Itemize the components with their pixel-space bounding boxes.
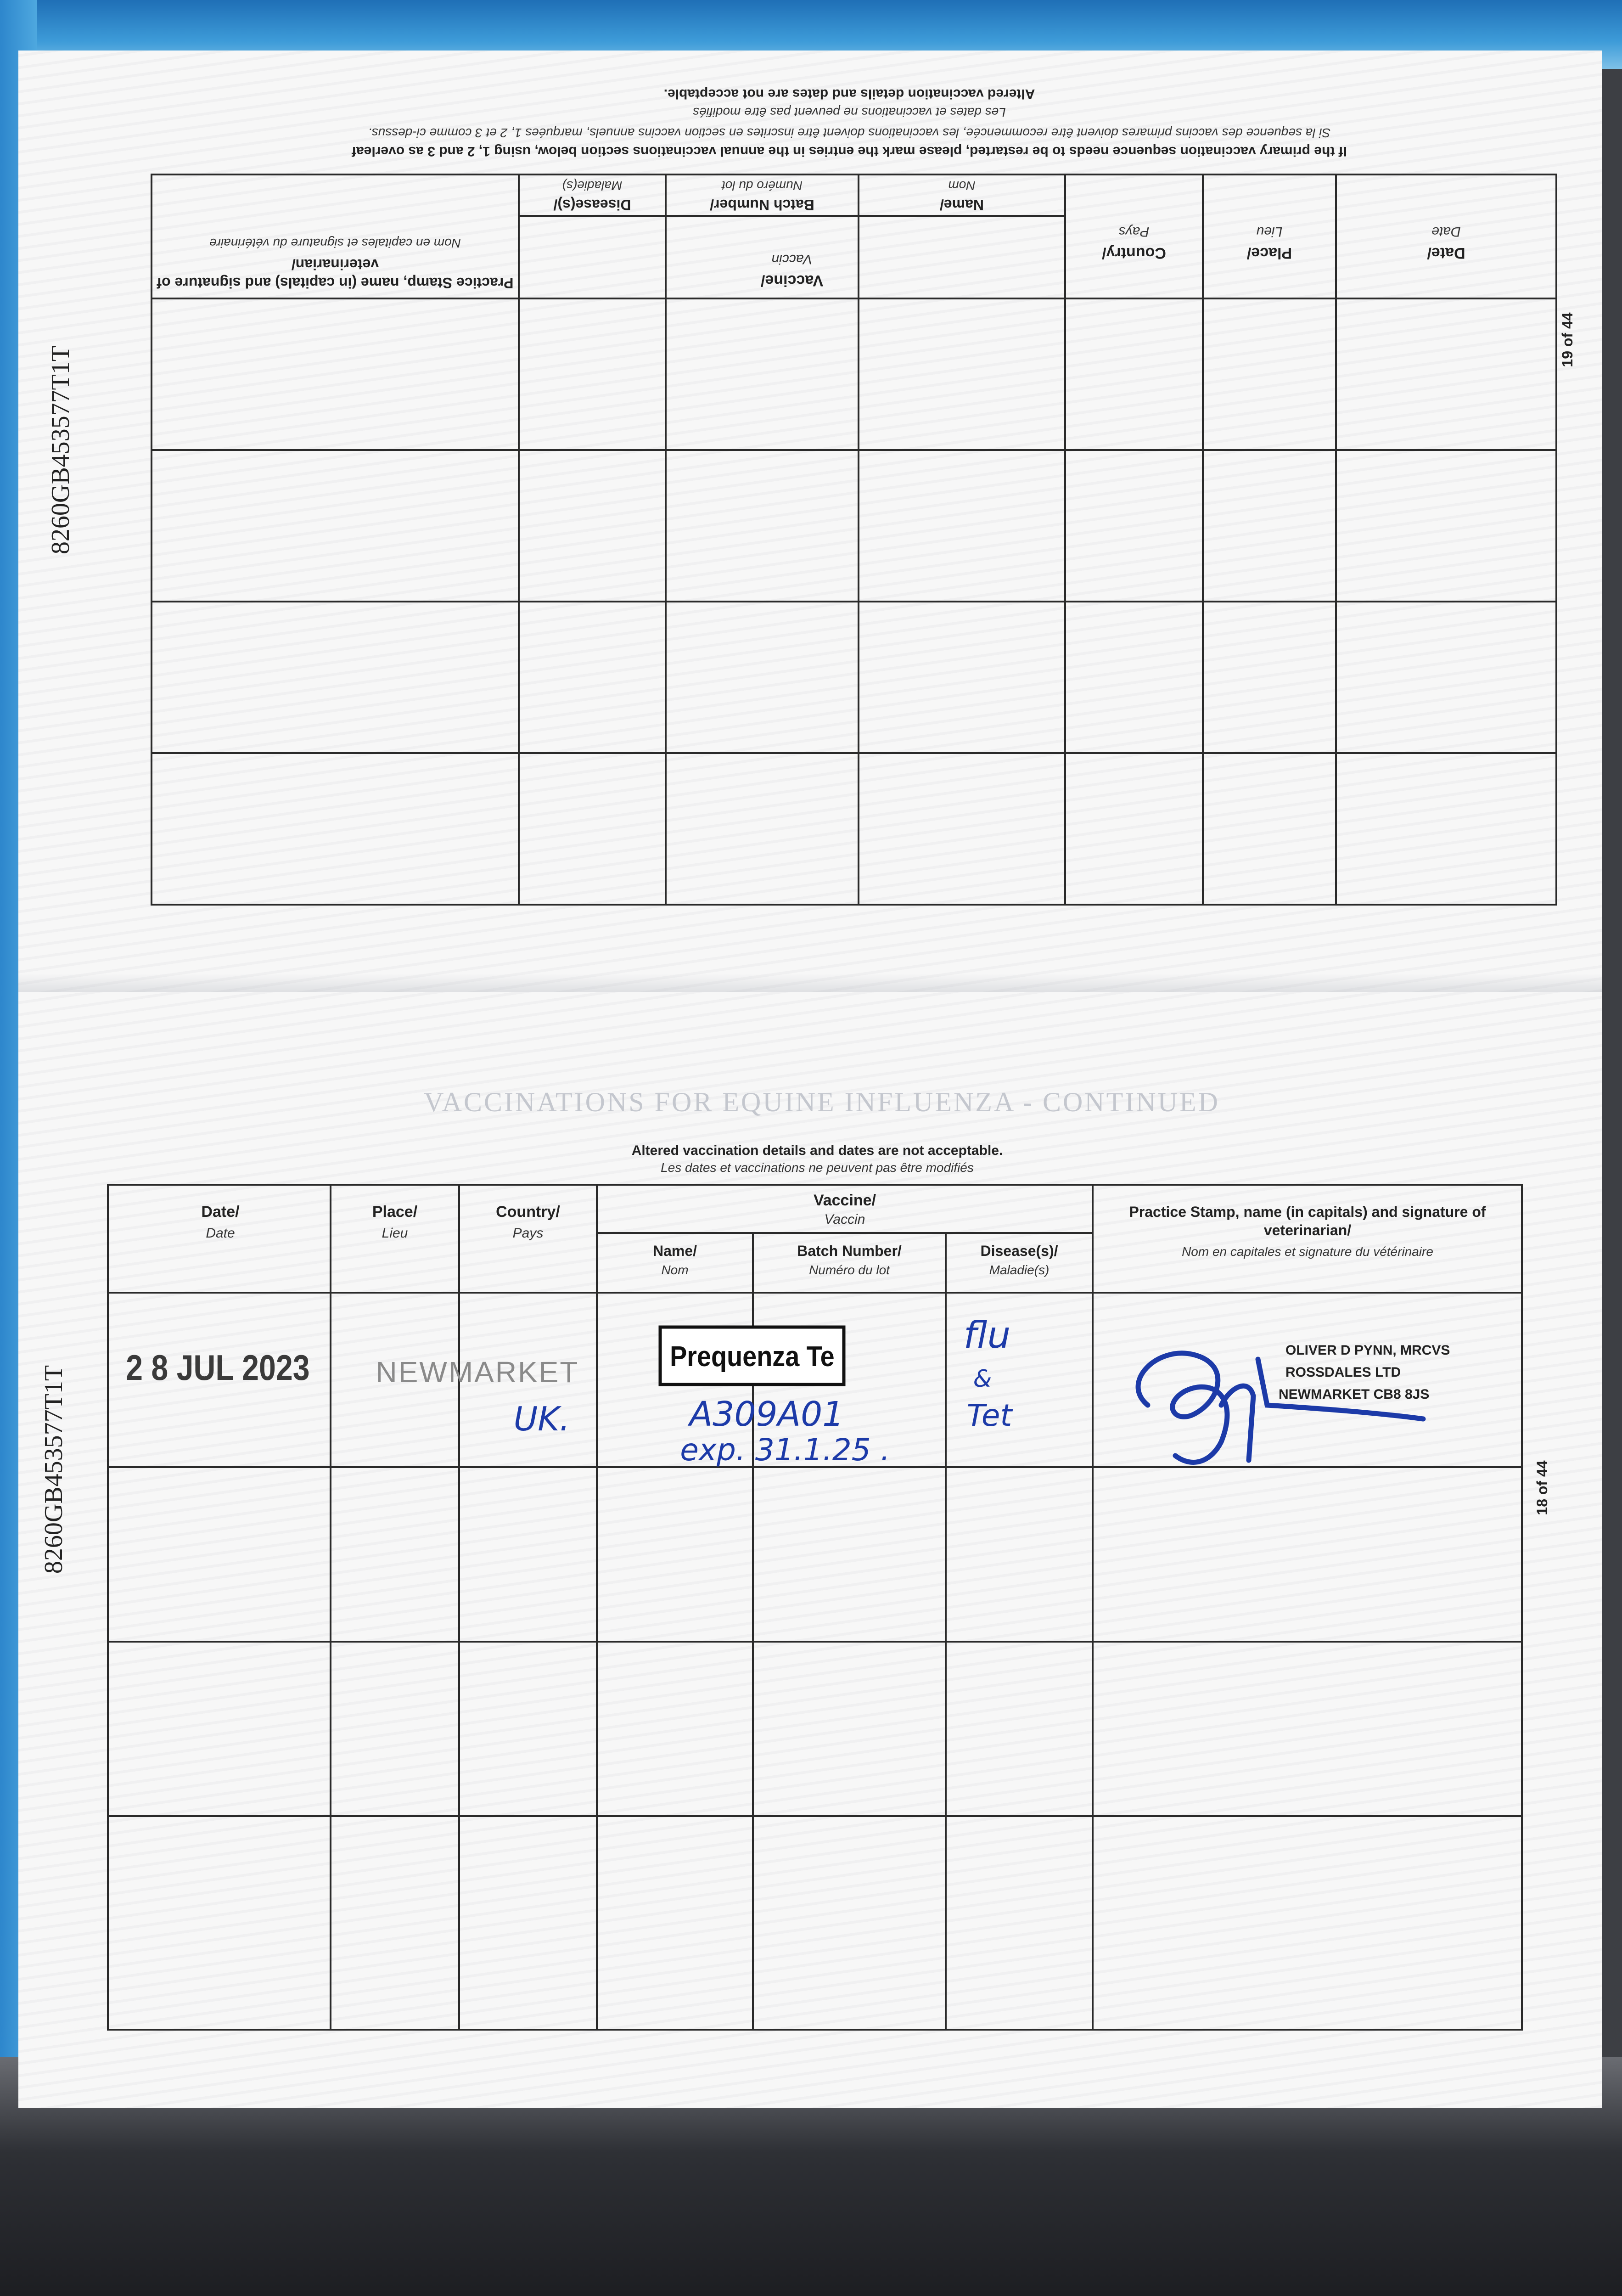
top-serial-number: 8260GB453577T1T: [46, 345, 75, 555]
top-batch-header-fr: Numéro du lot: [722, 179, 803, 193]
expiry-handwritten: exp. 31.1.25 .: [680, 1432, 890, 1468]
top-vaccine-header-fr: Vaccin: [771, 252, 813, 267]
page-18-table: [108, 1185, 1522, 2030]
place-header: Place/: [372, 1203, 418, 1221]
top-name-header-fr: Nom: [948, 179, 976, 193]
top-place-header-fr: Lieu: [1256, 224, 1283, 239]
vet-stamp-line-2: ROSSDALES LTD: [1285, 1365, 1401, 1380]
name-header: Name/: [652, 1243, 697, 1259]
top-date-header-fr: Date: [1431, 224, 1461, 239]
place-header-fr: Lieu: [382, 1226, 408, 1241]
top-place-header: Place/: [1246, 244, 1292, 262]
top-disease-header: Disease(s)/: [553, 197, 631, 213]
vet-stamp-line-3: NEWMARKET CB8 8JS: [1279, 1387, 1430, 1402]
top-country-header: Country/: [1102, 244, 1166, 262]
top-page-number: 19 of 44: [1559, 312, 1576, 367]
top-vaccine-header: Vaccine/: [760, 272, 824, 289]
page-19-notice: [351, 86, 1347, 159]
disease-header-fr: Maladie(s): [989, 1263, 1050, 1277]
top-stamp-header-1: Practice Stamp, name (in capitals) and signature of: [157, 275, 514, 291]
top-stamp-header-fr: Nom en capitales et signature du vétérinaire: [209, 236, 461, 250]
altered-notice-en: Altered vaccination details and dates are not acceptable.: [631, 1143, 1003, 1158]
country-header: Country/: [496, 1203, 560, 1221]
top-disease-header-fr: Maladie(s): [562, 179, 623, 193]
top-country-header-fr: Pays: [1118, 224, 1150, 239]
top-restart-notice-en: If the primary vaccination sequence needs to be restarted, please mark the entries in the annual vaccinations section below, using 1, 2 and 3 as overleaf: [352, 144, 1347, 159]
vet-stamp-line-1: OLIVER D PYNN, MRCVS: [1285, 1343, 1450, 1358]
stamp-header-2: veterinarian/: [1263, 1222, 1352, 1238]
country-header-fr: Pays: [512, 1226, 544, 1241]
date-stamp: 2 8 JUL 2023: [126, 1347, 310, 1388]
disease-handwritten-3: Tet: [966, 1398, 1012, 1433]
top-date-header: Date/: [1427, 244, 1465, 262]
name-header-fr: Nom: [661, 1263, 689, 1277]
batch-header-fr: Numéro du lot: [809, 1263, 890, 1277]
vaccine-header-fr: Vaccin: [824, 1212, 865, 1227]
top-batch-header: Batch Number/: [710, 197, 814, 213]
disease-header: Disease(s)/: [980, 1243, 1058, 1259]
page-18-svg: [18, 992, 1602, 2108]
stamp-header-1: Practice Stamp, name (in capitals) and signature of: [1129, 1204, 1486, 1220]
vaccine-header: Vaccine/: [813, 1192, 876, 1209]
country-handwritten: UK.: [513, 1400, 570, 1438]
top-name-header: Name/: [939, 197, 984, 213]
date-header-fr: Date: [206, 1226, 235, 1241]
top-restart-notice-fr: Si la sequence des vaccins primares doivent être recommencée, les vaccinations doivent être inscrites en section vaccins annuels, marquées 1, 2 et 3 comme ci-dessus.: [368, 126, 1331, 140]
batch-handwritten: A309A01: [689, 1395, 844, 1434]
altered-notice-fr: Les dates et vaccinations ne peuvent pas être modifiés: [661, 1160, 974, 1175]
vaccine-name-stamp: Prequenza Te: [670, 1341, 835, 1373]
page-18: [18, 992, 1602, 2108]
disease-handwritten-1: flu: [963, 1314, 1011, 1356]
stamp-header-fr: Nom en capitales et signature du vétérinaire: [1182, 1244, 1433, 1259]
serial-number: 8260GB453577T1T: [39, 1365, 68, 1574]
page-19-headers: [157, 179, 1465, 291]
section-title: VACCINATIONS FOR EQUINE INFLUENZA - CONTINUED: [424, 1087, 1220, 1117]
vaccination-entry: [126, 1314, 1450, 1468]
date-header: Date/: [201, 1203, 240, 1221]
batch-header: Batch Number/: [797, 1243, 902, 1259]
top-altered-notice-en: Altered vaccination details and dates are not acceptable.: [663, 86, 1035, 101]
page-19-upside-down: [18, 51, 1602, 992]
page-number: 18 of 44: [1534, 1460, 1550, 1515]
place-stamp: NEWMARKET: [376, 1356, 579, 1389]
page-18-headers: [201, 1192, 1486, 1277]
top-stamp-header-2: veterinarian/: [291, 256, 379, 273]
disease-handwritten-2: &: [973, 1365, 992, 1393]
top-altered-notice-fr: Les dates et vaccinations ne peuvent pas être modifiés: [693, 105, 1006, 119]
page-19-svg: [18, 51, 1602, 992]
page-18-table-border: [108, 1185, 1522, 2030]
